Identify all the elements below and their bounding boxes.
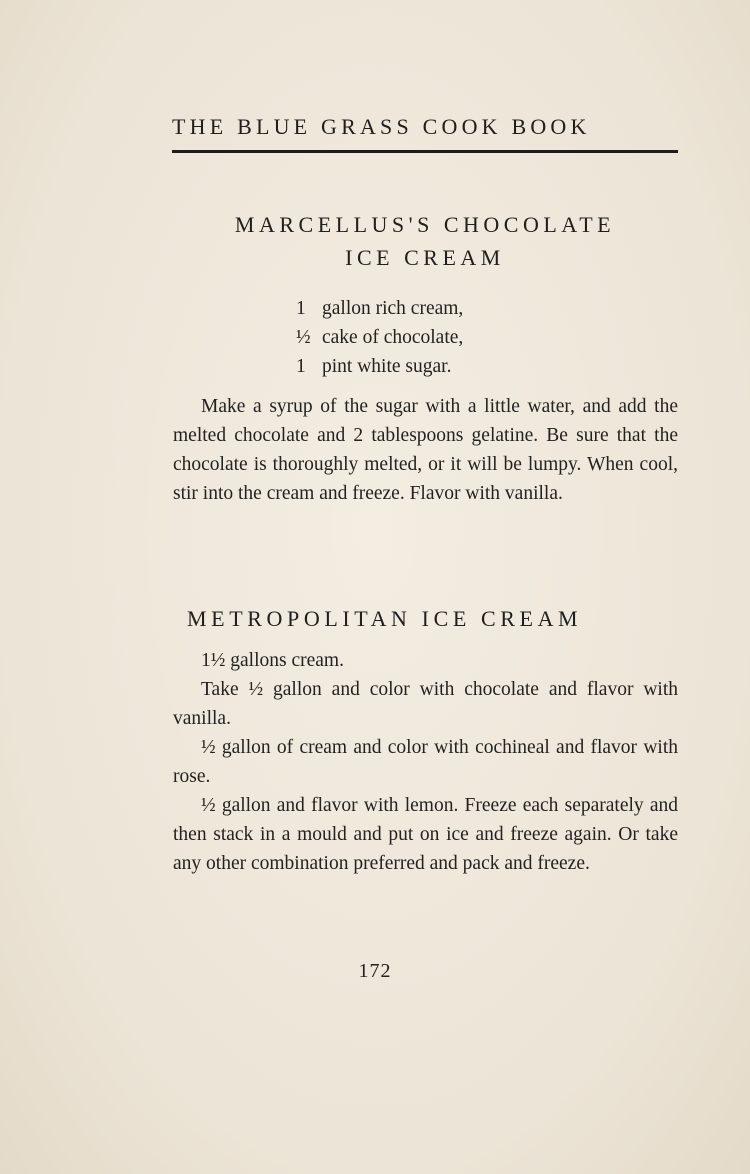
page-number: 172 (358, 960, 392, 982)
ingredient-item (296, 294, 463, 323)
recipe1-ingredients (296, 294, 463, 381)
recipe2-paragraph-text: ½ gallon and flavor with lemon. Freeze each separately and then stack in a mould and put on ice and freeze again. Or take any other combination preferred and pack and freeze. (173, 795, 678, 874)
header-rule (172, 150, 678, 153)
ingredient-item (296, 323, 463, 352)
recipe2-paragraph (173, 675, 678, 733)
ingredient-qty: 1 (296, 298, 306, 319)
recipe2-paragraph (173, 646, 678, 675)
recipe2-paragraph (173, 733, 678, 791)
ingredient-text: gallon rich cream, (322, 298, 464, 319)
ingredient-text: cake of chocolate, (322, 327, 464, 348)
recipe2-title: METROPOLITAN ICE CREAM (187, 606, 583, 631)
recipe2-paragraph-text: Take ½ gallon and color with chocolate and flavor with vanilla. (173, 679, 678, 729)
ingredient-text: pint white sugar. (322, 356, 452, 377)
ingredient-qty: 1 (296, 356, 306, 377)
ingredient-item (296, 352, 463, 381)
recipe1-method-text: Make a syrup of the sugar with a little water, and add the melted chocolate and 2 tablespoons gelatine. Be sure that the chocolate is thoroughly melted, or it will be lumpy. When cool, stir into the cream and freeze. Flavor with vanilla. (173, 396, 678, 504)
recipe1-title-line1: MARCELLUS'S CHOCOLATE (234, 212, 616, 237)
recipe2-paragraph-text: 1½ gallons cream. (201, 650, 344, 671)
recipe1-method (173, 392, 678, 508)
ingredient-qty: ½ (296, 327, 311, 348)
recipe2-paragraph-text: ½ gallon of cream and color with cochineal and flavor with rose. (173, 737, 678, 787)
running-header: THE BLUE GRASS COOK BOOK (172, 114, 591, 139)
recipe1-title-line2: ICE CREAM (345, 245, 505, 270)
recipe2-paragraph (173, 791, 678, 878)
